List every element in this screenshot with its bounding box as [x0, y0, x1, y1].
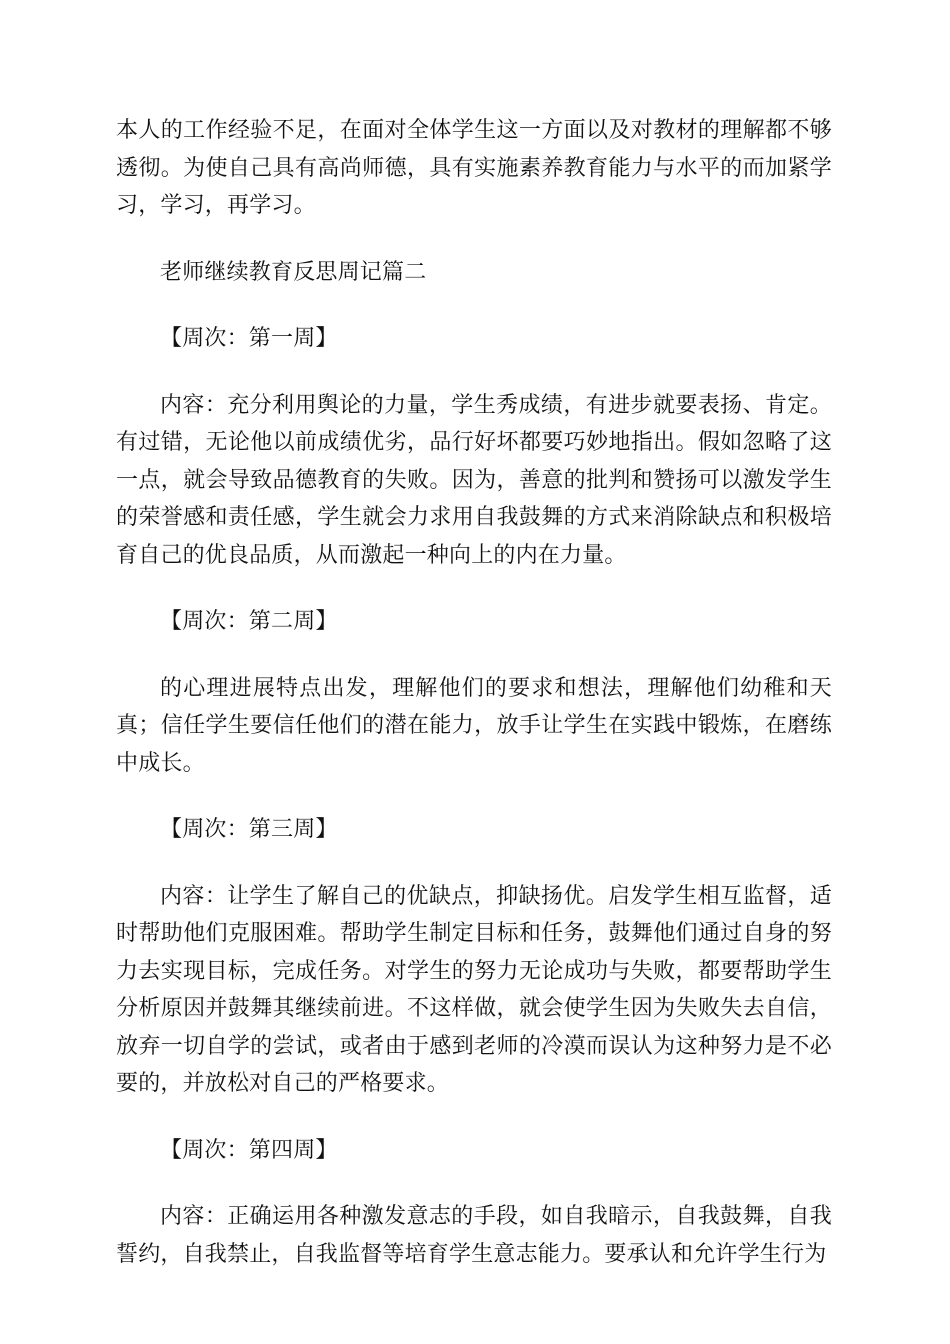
paragraph-gap — [116, 358, 832, 387]
week-1-content: 内容：充分利用舆论的力量，学生秀成绩，有进步就要表扬、肯定。有过错，无论他以前成绩优劣，品行好坏都要巧妙地指出。假如忽略了这一点，就会导致品德教育的失败。因为，善意的批判和赞扬可以激发学生的荣誉感和责任感，学生就会力求用自我鼓舞的方式来消除缺点和积极培育自己的优良品质，从而激起一种向上的内在力量。 — [116, 392, 832, 568]
paragraph-gap — [116, 291, 832, 320]
paragraph-gap — [116, 849, 832, 878]
week-4-content: 内容：正确运用各种激发意志的手段，如自我暗示，自我鼓舞，自我誓约，自我禁止，自我监督等培育学生意志能力。要承认和允许学生行为 — [116, 1204, 832, 1267]
document-body — [116, 112, 832, 1273]
paragraph-gap — [116, 225, 832, 254]
week-1-heading: 【周次：第一周】 — [160, 326, 338, 351]
week-3-content: 内容：让学生了解自己的优缺点，抑缺扬优。启发学生相互监督，适时帮助他们克服困难。帮助学生制定目标和任务，鼓舞他们通过自身的努力去实现目标，完成任务。对学生的努力无论成功与失败，都要帮助学生分析原因并鼓舞其继续前进。不这样做，就会使学生因为失败失去自信，放弃一切自学的尝试，或者由于感到老师的冷漠而误认为这种努力是不必要的，并放松对自己的严格要求。 — [116, 883, 832, 1096]
section-title: 老师继续教育反思周记篇二 — [160, 259, 427, 285]
paragraph-gap — [116, 1103, 832, 1132]
paragraph-intro-continued: 本人的工作经验不足，在面对全体学生这一方面以及对教材的理解都不够透彻。为使自己具有高尚师德，具有实施素养教育能力与水平的而加紧学习，学习，再学习。 — [116, 118, 832, 218]
paragraph-gap — [116, 1169, 832, 1198]
week-2-heading: 【周次：第二周】 — [160, 609, 338, 634]
paragraph-gap — [116, 782, 832, 811]
week-4-heading: 【周次：第四周】 — [160, 1137, 338, 1163]
paragraph-gap — [116, 641, 832, 670]
week-3-heading: 【周次：第三周】 — [160, 817, 338, 842]
week-2-content: 的心理进展特点出发，理解他们的要求和想法，理解他们幼稚和天真；信任学生要信任他们的潜在能力，放手让学生在实践中锻炼，在磨练中成长。 — [116, 675, 832, 776]
paragraph-gap — [116, 574, 832, 603]
